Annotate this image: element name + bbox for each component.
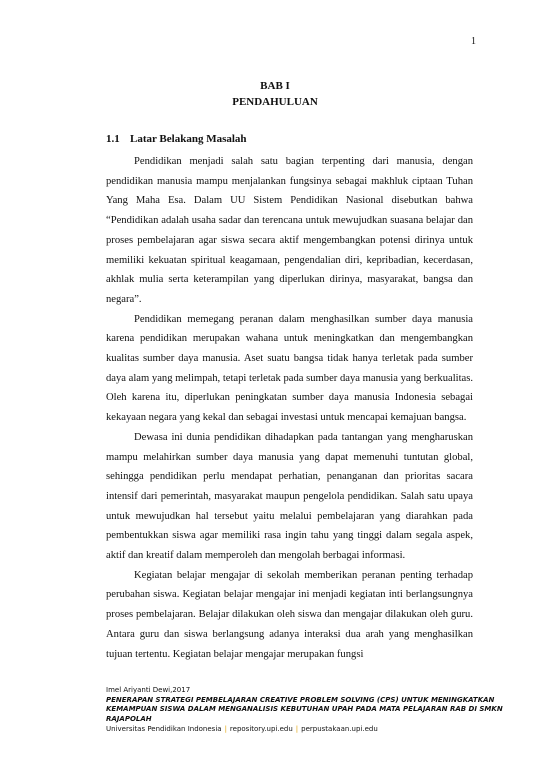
chapter-title: PENDAHULUAN [232, 96, 318, 108]
section-title: Latar Belakang Masalah [130, 133, 247, 145]
library-link[interactable]: perpustakaan.upi.edu [301, 725, 378, 733]
footer-links [106, 725, 506, 735]
footer-author: Imel Ariyanti Dewi,2017 [106, 686, 191, 694]
footer-separator: | [295, 725, 299, 733]
paragraph: Pendidikan menjadi salah satu bagian terpenting dari manusia, dengan pendidikan manusia mampu menjalankan fungsinya sebagai makhluk ciptaan Tuhan Yang Maha Esa. Dalam UU Sistem Pendidikan Nasional disebutkan bahwa “Pendidikan adalah usaha sadar dan terencana untuk mewujudkan suasana belajar dan proses pembelajaran agar siswa secara aktif mengembangkan potensi dirinya untuk memiliki kekuatan spiritual keagamaan, pengendalian diri, kepribadian, kecerdasan, akhlak mulia serta keterampilan yang diperlukan dirinya, masyarakat, bangsa dan negara”. [106, 156, 473, 305]
section-heading [106, 133, 247, 145]
repository-link[interactable]: repository.upi.edu [229, 725, 293, 733]
paragraph: Kegiatan belajar mengajar di sekolah memberikan peranan penting terhadap perubahan siswa. Kegiatan belajar mengajar ini menjadi kegiatan inti berlangsungnya proses pembelajaran. Belajar dilakukan oleh siswa dan mengajar dilakukan oleh guru. Antara guru dan siswa berlangsung adanya interaksi dua arah yang menghasilkan tujuan tertentu. Kegiatan belajar mengajar merupakan fungsi [106, 569, 473, 660]
body-text [106, 152, 473, 664]
chapter-number: BAB I [260, 80, 290, 92]
page-number: 1 [471, 36, 476, 47]
page-footer [106, 686, 506, 735]
paragraph: Dewasa ini dunia pendidikan dihadapkan pada tantangan yang mengharuskan mampu melahirkan sumber daya manusia yang dapat memenuhi tuntutan global, sehingga pendidikan perlu mendapat perhatian, penanganan dan prioritas sacara intensif dari pemerintah, masyarakat maupun pengelola pendidikan. Salah satu upaya untuk mewujudkan hal tersebut yaitu melalui pembelajaran yang diarahkan pada pembentukkan siswa agar memiliki rasa ingin tahu yang tinggi dalam segala aspek, aktif dan kreatif dalam memperoleh dan mengolah berbagai informasi. [106, 431, 473, 562]
paragraph: Pendidikan memegang peranan dalam menghasilkan sumber daya manusia karena pendidikan merupakan wahana untuk meningkatkan dan mengembangkan kualitas sumber daya manusia. Aset suatu bangsa tidak hanya terletak pada sumber daya alam yang melimpah, tetapi terletak pada sumber daya manusia yang berkualitas. Oleh karena itu, diperlukan peningkatan sumber daya manusia Indonesia sebagai kekayaan negara yang kekal dan sebagai investasi untuk mencapai kemajuan bangsa. [106, 313, 473, 424]
section-number: 1.1 [106, 133, 120, 145]
footer-institution: Universitas Pendidikan Indonesia [106, 725, 222, 733]
footer-separator: | [224, 725, 227, 733]
footer-thesis-title: PENERAPAN STRATEGI PEMBELAJARAN CREATIVE PROBLEM SOLVING (CPS) UNTUK MENINGKATKAN KEMAMPUAN SISWA DALAM MENGANALISIS KEBUTUHAN UPAH PADA MATA PELAJARAN RAB DI SMKN RAJAPOLAH [106, 695, 503, 723]
